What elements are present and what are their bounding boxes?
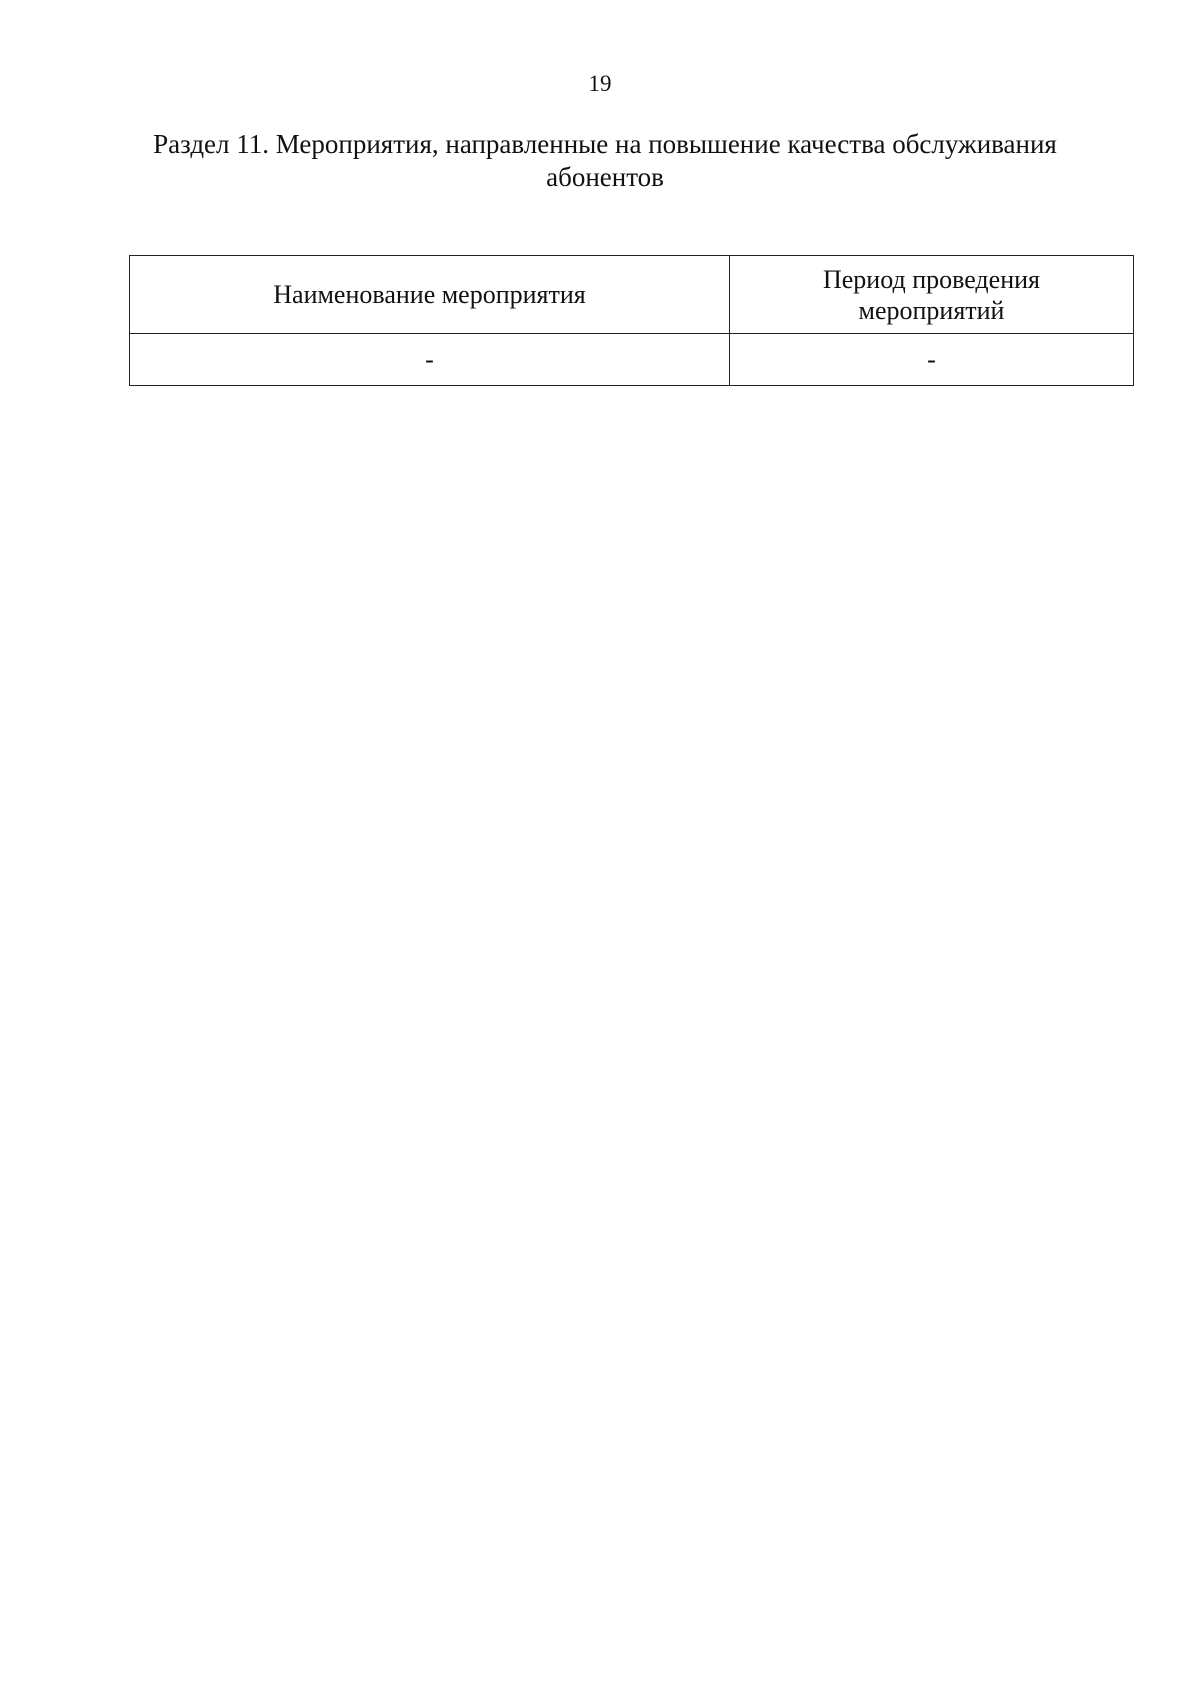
header-event-period: [730, 256, 1134, 334]
header-event-name: [130, 256, 730, 334]
header-event-name-label: Наименование мероприятия: [273, 280, 586, 309]
table-header: [130, 256, 1134, 334]
header-event-period-line1: Период проведения: [822, 264, 1040, 294]
header-event-period-line2: мероприятий: [858, 295, 1005, 325]
table-header-row: [130, 256, 1134, 334]
table-body: [130, 334, 1134, 386]
page-number: 19: [588, 71, 612, 96]
events-table: [129, 255, 1134, 386]
section-title: Раздел 11. Мероприятия, направленные на повышение качества обслуживания абонентов: [153, 129, 1057, 192]
table-row: [130, 334, 1134, 386]
cell-event-period: -: [730, 334, 1134, 386]
cell-event-name: -: [130, 334, 730, 386]
